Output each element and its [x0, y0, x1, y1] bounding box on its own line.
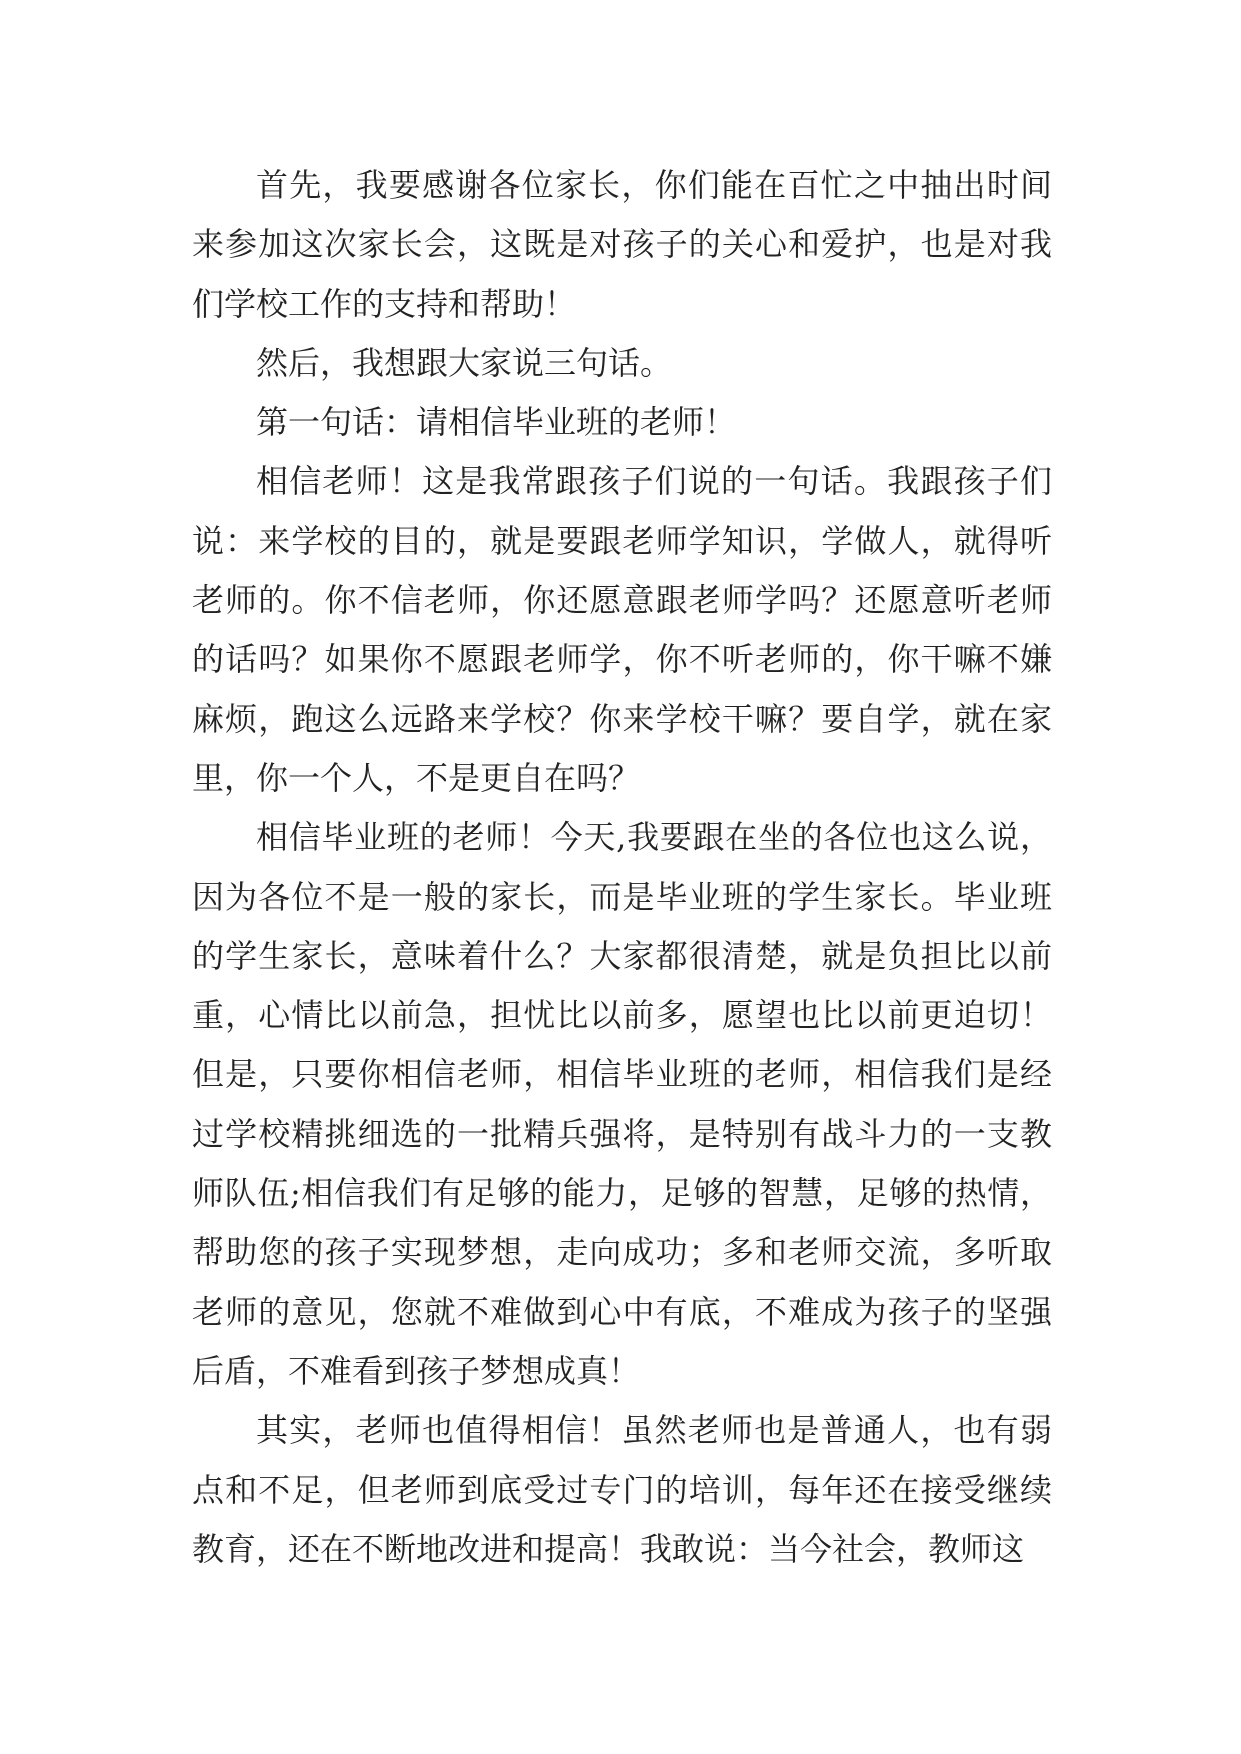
paragraph-trust-graduating-teacher: 相信毕业班的老师！今天,我要跟在坐的各位也这么说，因为各位不是一般的家长，而是毕业班的学生家长。毕业班的学生家长，意味着什么？大家都很清楚，就是负担比以前重，心情比以前急，担忧比以前多，愿望也比以前更迫切！但是，只要你相信老师，相信毕业班的老师，相信我们是经过学校精挑细选的一批精兵强将，是特别有战斗力的一支教师队伍;相信我们有足够的能力，足够的智慧，足够的热情，帮助您的孩子实现梦想，走向成功；多和老师交流，多听取老师的意见，您就不难做到心中有底，不难成为孩子的坚强后盾，不难看到孩子梦想成真！	[192, 818, 1052, 1390]
paragraph-three-sentences: 然后，我想跟大家说三句话。	[256, 343, 673, 382]
paragraph-trust-teacher: 相信老师！这是我常跟孩子们说的一句话。我跟孩子们说：来学校的目的，就是要跟老师学知识，学做人，就得听老师的。你不信老师，你还愿意跟老师学吗？还愿意听老师的话吗？如果你不愿跟老师学，你不听老师的，你干嘛不嫌麻烦，跑这么远路来学校？你来学校干嘛？要自学，就在家里，你一个人，不是更自在吗？	[192, 462, 1052, 797]
paragraph-teachers-trustworthy: 其实，老师也值得相信！虽然老师也是普通人，也有弱点和不足，但老师到底受过专门的培训，每年还在接受继续教育，还在不断地改进和提高！我敢说：当今社会，教师这	[192, 1411, 1052, 1568]
paragraph-first-sentence: 第一句话：请相信毕业班的老师！	[256, 403, 737, 442]
paragraph-thanks: 首先，我要感谢各位家长，你们能在百忙之中抽出时间来参加这次家长会，这既是对孩子的关心和爱护，也是对我们学校工作的支持和帮助！	[192, 166, 1052, 323]
document-body	[192, 156, 1052, 1579]
